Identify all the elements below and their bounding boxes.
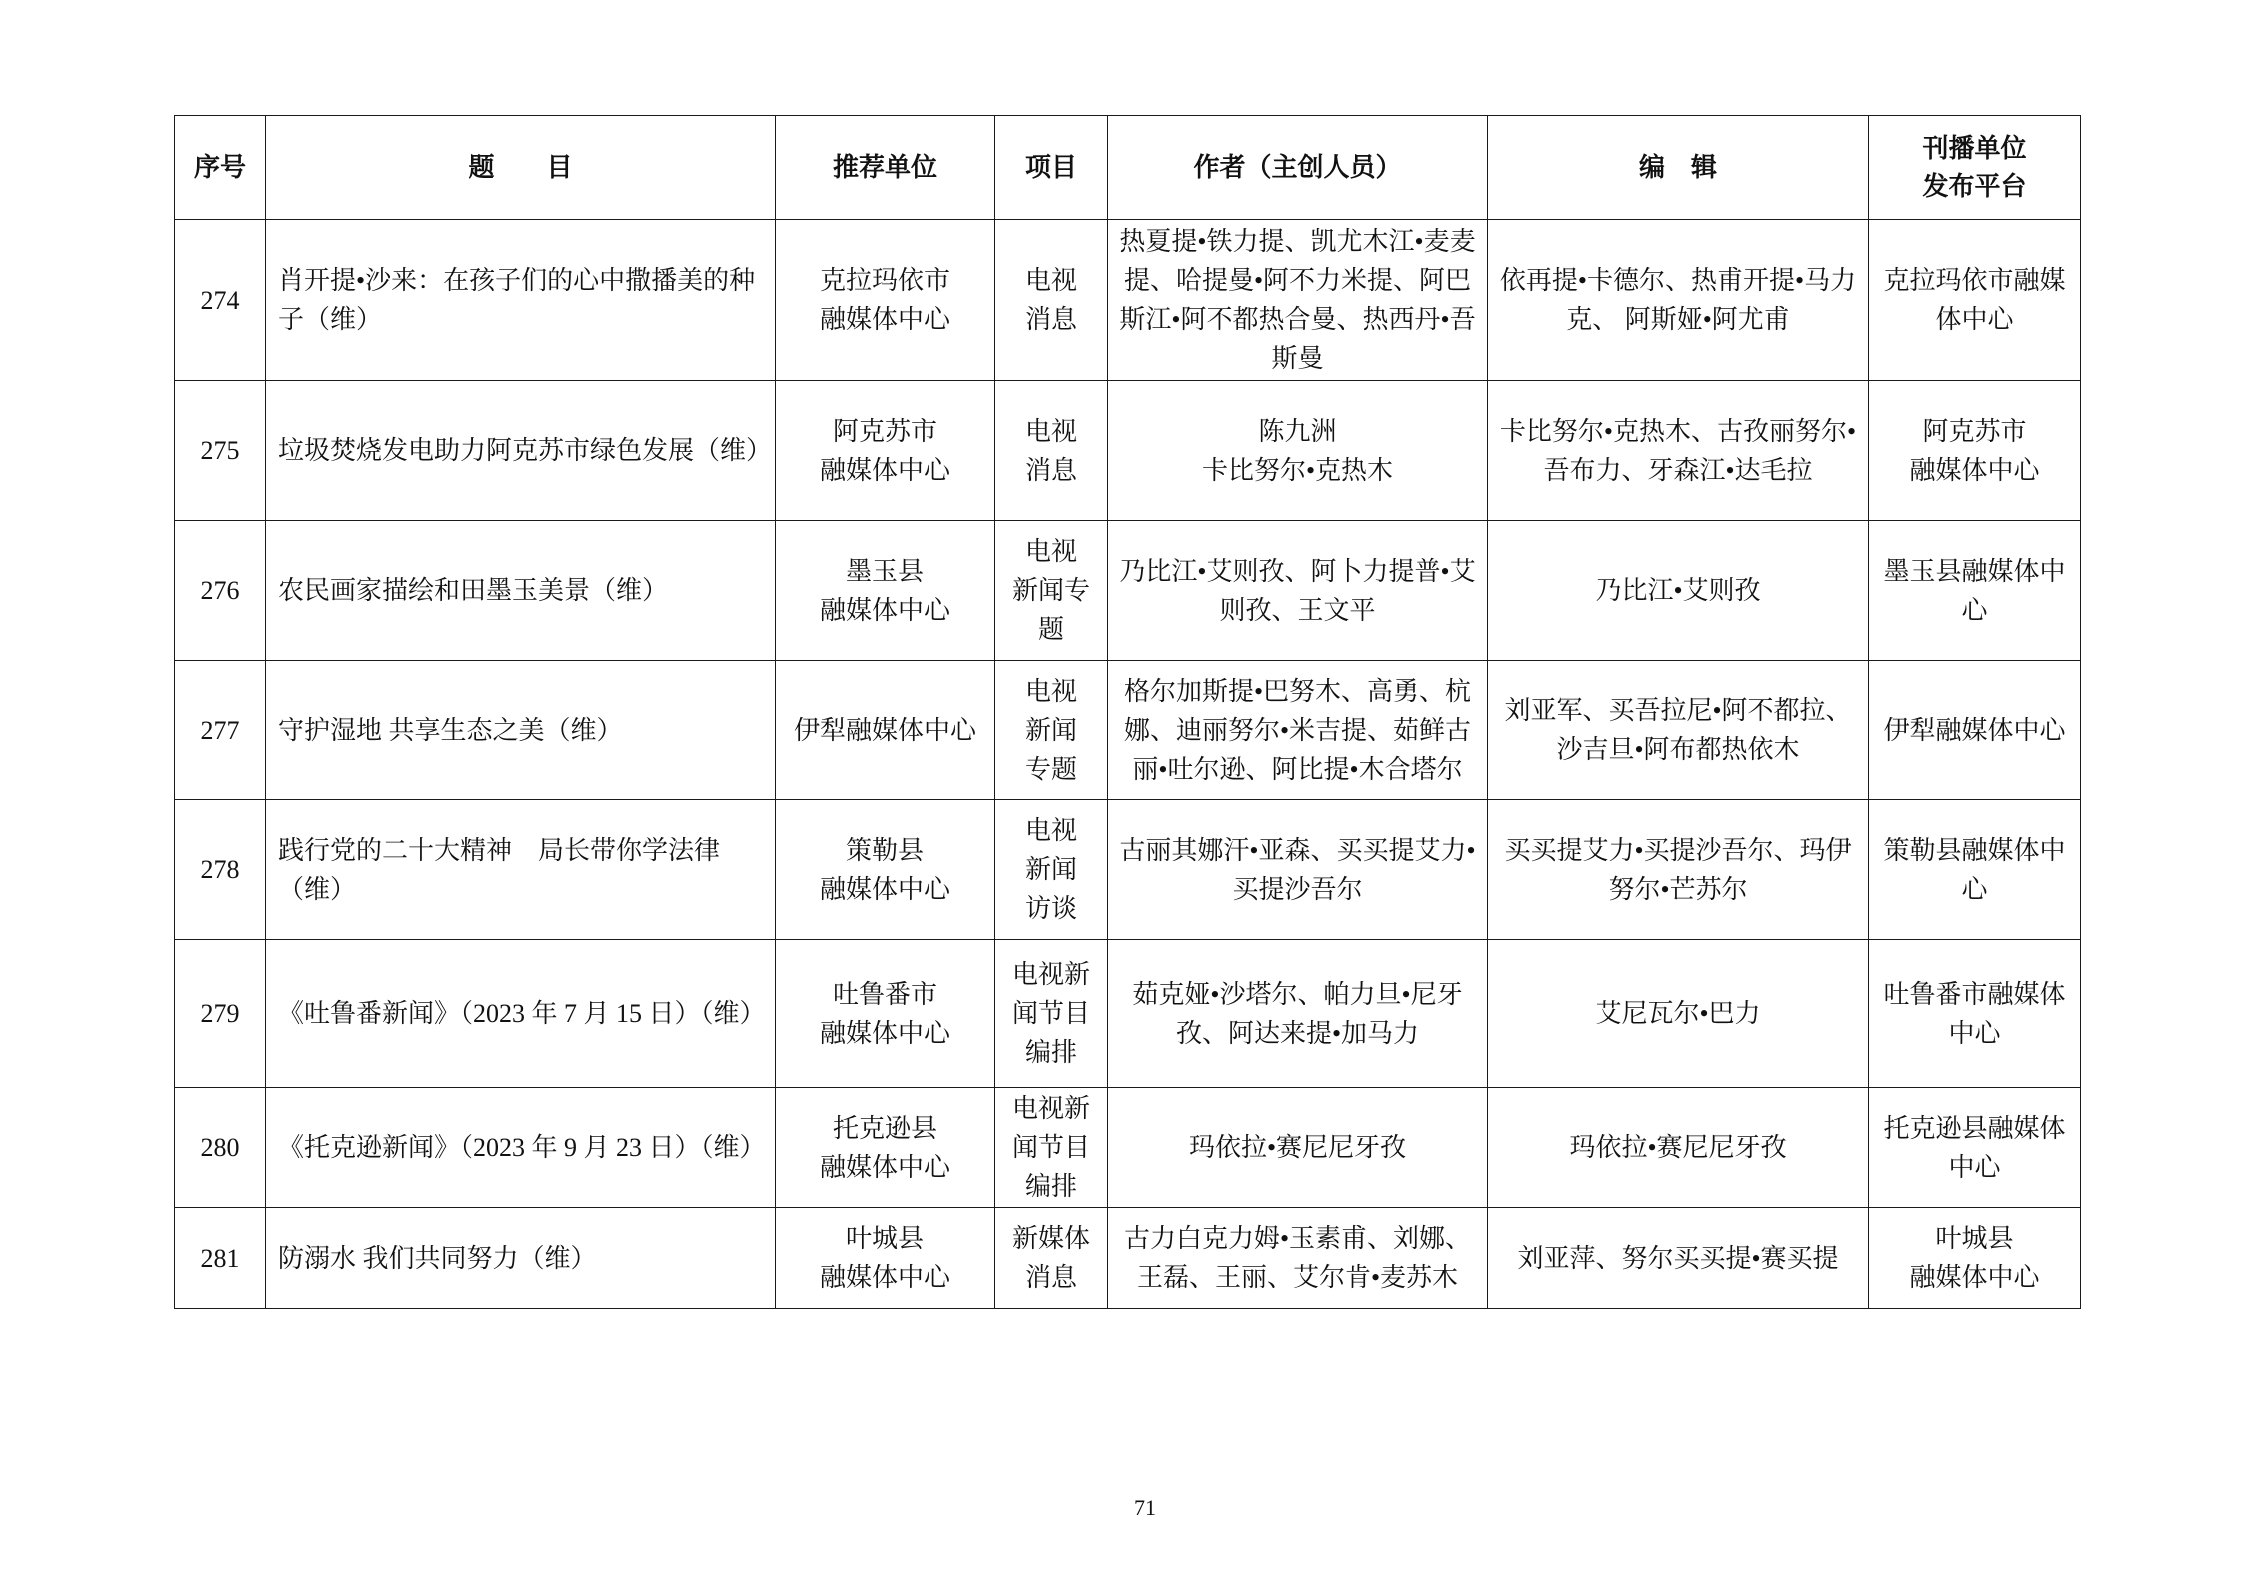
- table-row: [175, 661, 2081, 800]
- row-title: 《托克逊新闻》（2023 年 9 月 23 日）（维）: [266, 1088, 776, 1208]
- row-number: 275: [175, 381, 266, 521]
- row-number: 279: [175, 940, 266, 1088]
- row-author: 茹克娅•沙塔尔、帕力旦•尼牙孜、阿达来提•加马力: [1108, 940, 1488, 1088]
- row-editor: 卡比努尔•克热木、古孜丽努尔•吾布力、牙森江•达毛拉: [1488, 381, 1869, 521]
- row-title: 肖开提•沙来：在孩子们的心中撒播美的种子（维）: [266, 220, 776, 381]
- row-item: 电视 新闻专 题: [995, 521, 1108, 661]
- row-platform: 墨玉县融媒体中心: [1869, 521, 2081, 661]
- row-author: 古丽其娜汗•亚森、买买提艾力•买提沙吾尔: [1108, 800, 1488, 940]
- row-number: 277: [175, 661, 266, 800]
- row-title: 《吐鲁番新闻》（2023 年 7 月 15 日）（维）: [266, 940, 776, 1088]
- row-editor: 艾尼瓦尔•巴力: [1488, 940, 1869, 1088]
- row-number: 278: [175, 800, 266, 940]
- row-unit: 托克逊县 融媒体中心: [776, 1088, 995, 1208]
- header-platform: 刊播单位 发布平台: [1869, 116, 2081, 220]
- row-unit: 吐鲁番市 融媒体中心: [776, 940, 995, 1088]
- row-item: 电视 新闻 访谈: [995, 800, 1108, 940]
- award-list-table: [174, 115, 2081, 1309]
- row-unit: 阿克苏市 融媒体中心: [776, 381, 995, 521]
- table-row: [175, 220, 2081, 381]
- row-unit: 伊犁融媒体中心: [776, 661, 995, 800]
- row-number: 274: [175, 220, 266, 381]
- row-platform: 伊犁融媒体中心: [1869, 661, 2081, 800]
- row-item: 电视 消息: [995, 220, 1108, 381]
- row-author: 玛依拉•赛尼尼牙孜: [1108, 1088, 1488, 1208]
- header-author: 作者（主创人员）: [1108, 116, 1488, 220]
- header-editor: 编 辑: [1488, 116, 1869, 220]
- row-author: 乃比江•艾则孜、阿卜力提普•艾则孜、王文平: [1108, 521, 1488, 661]
- row-author: 古力白克力姆•玉素甫、刘娜、王磊、王丽、艾尔肯•麦苏木: [1108, 1208, 1488, 1309]
- row-editor: 乃比江•艾则孜: [1488, 521, 1869, 661]
- table-row: [175, 800, 2081, 940]
- row-item: 电视新 闻节目 编排: [995, 940, 1108, 1088]
- row-item: 电视新 闻节目 编排: [995, 1088, 1108, 1208]
- row-unit: 克拉玛依市 融媒体中心: [776, 220, 995, 381]
- row-title: 守护湿地 共享生态之美（维）: [266, 661, 776, 800]
- row-platform: 策勒县融媒体中心: [1869, 800, 2081, 940]
- row-number: 276: [175, 521, 266, 661]
- row-title: 农民画家描绘和田墨玉美景（维）: [266, 521, 776, 661]
- header-number: 序号: [175, 116, 266, 220]
- row-editor: 刘亚萍、努尔买买提•赛买提: [1488, 1208, 1869, 1309]
- row-number: 280: [175, 1088, 266, 1208]
- row-author: 格尔加斯提•巴努木、高勇、杭娜、迪丽努尔•米吉提、茹鲜古丽•吐尔逊、阿比提•木合塔尔: [1108, 661, 1488, 800]
- row-editor: 玛依拉•赛尼尼牙孜: [1488, 1088, 1869, 1208]
- header-item: 项目: [995, 116, 1108, 220]
- row-editor: 买买提艾力•买提沙吾尔、玛伊努尔•芒苏尔: [1488, 800, 1869, 940]
- table-row: [175, 381, 2081, 521]
- row-platform: 吐鲁番市融媒体中心: [1869, 940, 2081, 1088]
- table-row: [175, 521, 2081, 661]
- row-unit: 墨玉县 融媒体中心: [776, 521, 995, 661]
- row-platform: 克拉玛依市融媒体中心: [1869, 220, 2081, 381]
- table-row: [175, 1208, 2081, 1309]
- row-author: 陈九洲 卡比努尔•克热木: [1108, 381, 1488, 521]
- table-row: [175, 1088, 2081, 1208]
- row-editor: 刘亚军、买吾拉尼•阿不都拉、沙吉旦•阿布都热依木: [1488, 661, 1869, 800]
- table-row: [175, 940, 2081, 1088]
- row-title: 践行党的二十大精神 局长带你学法律（维）: [266, 800, 776, 940]
- row-item: 新媒体 消息: [995, 1208, 1108, 1309]
- row-platform: 阿克苏市 融媒体中心: [1869, 381, 2081, 521]
- row-item: 电视 新闻 专题: [995, 661, 1108, 800]
- row-platform: 托克逊县融媒体中心: [1869, 1088, 2081, 1208]
- page-number: 71: [1134, 1495, 1156, 1520]
- row-item: 电视 消息: [995, 381, 1108, 521]
- table-header-row: [175, 116, 2081, 220]
- row-editor: 依再提•卡德尔、热甫开提•马力克、 阿斯娅•阿尤甫: [1488, 220, 1869, 381]
- row-title: 防溺水 我们共同努力（维）: [266, 1208, 776, 1309]
- row-unit: 策勒县 融媒体中心: [776, 800, 995, 940]
- row-unit: 叶城县 融媒体中心: [776, 1208, 995, 1309]
- header-unit: 推荐单位: [776, 116, 995, 220]
- header-title: 题 目: [266, 116, 776, 220]
- row-platform: 叶城县 融媒体中心: [1869, 1208, 2081, 1309]
- row-number: 281: [175, 1208, 266, 1309]
- row-author: 热夏提•铁力提、凯尤木江•麦麦提、哈提曼•阿不力米提、阿巴斯江•阿不都热合曼、热西丹•吾斯曼: [1108, 220, 1488, 381]
- row-title: 垃圾焚烧发电助力阿克苏市绿色发展（维）: [266, 381, 776, 521]
